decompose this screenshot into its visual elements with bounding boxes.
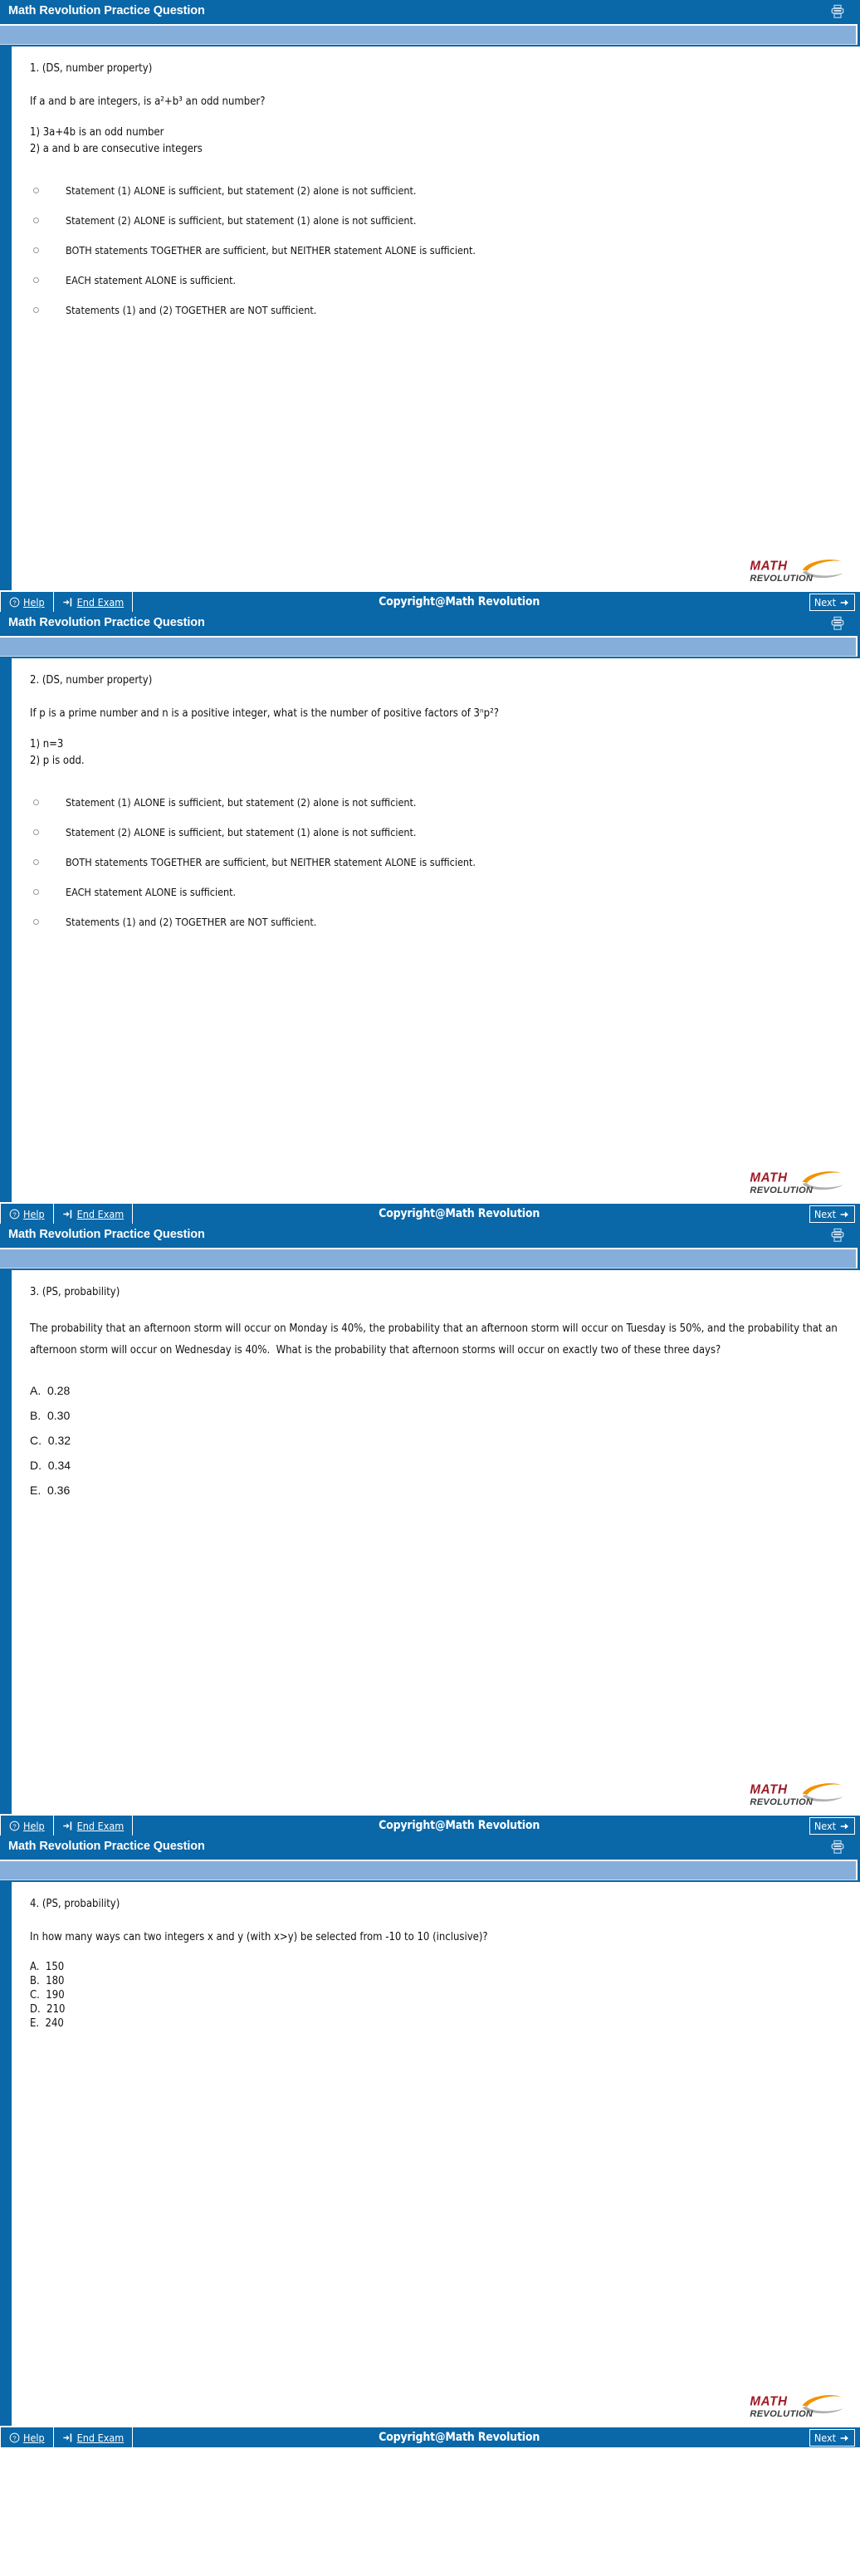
question-body xyxy=(12,1270,860,1814)
next-button[interactable] xyxy=(809,594,855,611)
end-exam-button[interactable] xyxy=(54,2427,134,2447)
sub-band xyxy=(0,1860,858,1880)
svg-text:?: ? xyxy=(12,598,17,606)
question-number: 3. (PS, probability) xyxy=(30,1286,120,1298)
answer-option-C[interactable] xyxy=(30,856,852,868)
left-accent-stripe xyxy=(0,658,12,1202)
answer-choice-A[interactable]: A. 150 xyxy=(30,1961,65,1974)
page-title: Math Revolution Practice Question xyxy=(8,4,205,18)
question-circle-icon xyxy=(9,597,20,608)
question-stem: In how many ways can two integers x and y (with x>y) be selected from -10 to 10 (inclusive)? xyxy=(30,1930,488,1943)
end-exam-button-label: End Exam xyxy=(76,595,125,609)
answer-option-label: Statement (2) ALONE is sufficient, but statement (1) alone is not sufficient. xyxy=(66,214,417,227)
exit-arrow-icon xyxy=(62,1821,74,1831)
answer-choice-C[interactable]: C. 190 xyxy=(30,1989,65,2002)
answer-choices xyxy=(30,1384,852,1497)
sub-band-wrapper xyxy=(0,634,860,658)
svg-text:MATH: MATH xyxy=(750,559,788,574)
svg-text:?: ? xyxy=(12,1821,17,1830)
help-button[interactable] xyxy=(0,1816,54,1835)
printer-icon[interactable] xyxy=(830,616,845,631)
question-circle-icon xyxy=(9,2432,20,2443)
answer-choices xyxy=(30,1961,852,2030)
radio-button-icon[interactable] xyxy=(33,919,39,925)
help-button-label: Help xyxy=(23,595,45,609)
answer-option-A[interactable] xyxy=(30,184,852,197)
question-content xyxy=(0,1882,860,2426)
radio-button-icon[interactable] xyxy=(33,247,39,253)
next-button-label: Next xyxy=(814,1820,836,1832)
next-button[interactable] xyxy=(809,1205,855,1223)
sub-band-wrapper xyxy=(0,22,860,46)
exam-slide xyxy=(0,612,860,1224)
left-accent-stripe xyxy=(0,46,12,590)
question-number: 2. (DS, number property) xyxy=(30,674,153,687)
question-statements xyxy=(30,125,852,156)
header-bar xyxy=(0,612,860,634)
arrow-right-icon xyxy=(839,1821,850,1831)
radio-button-icon[interactable] xyxy=(33,799,39,805)
printer-icon[interactable] xyxy=(830,1840,845,1855)
question-stem: The probability that an afternoon storm will occur on Monday is 40%, the probability that an afternoon storm will occur on Tuesday is 50%, and the probability that an afternoon storm will occur on Wednesday is 40%. What is the probability that afternoon storms will occur on exactly two of these three days? xyxy=(30,1322,841,1357)
answer-option-D[interactable] xyxy=(30,886,852,898)
question-content xyxy=(0,46,860,590)
answer-choice-A[interactable]: A. 0.28 xyxy=(30,1383,71,1397)
svg-text:?: ? xyxy=(12,2433,17,2442)
statement-2: 2) p is odd. xyxy=(30,754,85,767)
printer-icon[interactable] xyxy=(830,4,845,19)
copyright-text: Copyright@Math Revolution xyxy=(379,595,540,609)
svg-text:REVOLUTION: REVOLUTION xyxy=(750,1797,814,1807)
answer-choice-E[interactable]: E. 0.36 xyxy=(30,1483,71,1497)
sub-band xyxy=(0,1248,858,1268)
next-button-label: Next xyxy=(814,2432,836,2444)
question-stem: If p is a prime number and n is a positive integer, what is the number of positive factors of 3ⁿp²? xyxy=(30,706,499,720)
bottom-toolbar xyxy=(0,1202,860,1224)
question-content xyxy=(0,658,860,1202)
answer-options xyxy=(30,184,852,316)
radio-button-icon[interactable] xyxy=(33,307,39,313)
answer-option-label: BOTH statements TOGETHER are sufficient, but NEITHER statement ALONE is sufficient. xyxy=(66,244,476,257)
answer-option-E[interactable] xyxy=(30,916,852,928)
answer-option-label: Statement (1) ALONE is sufficient, but statement (2) alone is not sufficient. xyxy=(66,796,417,809)
bottom-toolbar xyxy=(0,2426,860,2447)
page-title: Math Revolution Practice Question xyxy=(8,616,205,630)
exam-slide xyxy=(0,1835,860,2447)
exam-slide xyxy=(0,0,860,612)
statement-2: 2) a and b are consecutive integers xyxy=(30,142,203,155)
answer-choice-B[interactable]: B. 0.30 xyxy=(30,1408,71,1422)
end-exam-button[interactable] xyxy=(54,1204,134,1224)
statement-1: 1) 3a+4b is an odd number xyxy=(30,126,164,139)
radio-button-icon[interactable] xyxy=(33,859,39,865)
question-number: 4. (PS, probability) xyxy=(30,1898,120,1910)
end-exam-button-label: End Exam xyxy=(76,2431,125,2444)
answer-option-label: Statement (1) ALONE is sufficient, but statement (2) alone is not sufficient. xyxy=(66,184,417,198)
sub-band-wrapper xyxy=(0,1858,860,1882)
radio-button-icon[interactable] xyxy=(33,218,39,223)
question-statements xyxy=(30,737,852,768)
help-button-label: Help xyxy=(23,1207,45,1220)
header-bar xyxy=(0,1835,860,1858)
math-revolution-logo xyxy=(749,1167,848,1195)
question-stem: If a and b are integers, is a²+b³ an odd number? xyxy=(30,95,266,108)
copyright-text: Copyright@Math Revolution xyxy=(379,1207,540,1220)
copyright-text: Copyright@Math Revolution xyxy=(379,2431,540,2444)
svg-text:REVOLUTION: REVOLUTION xyxy=(750,1185,814,1195)
question-body xyxy=(12,658,860,1202)
answer-option-B[interactable] xyxy=(30,214,852,227)
exit-arrow-icon xyxy=(62,597,74,608)
end-exam-button-label: End Exam xyxy=(76,1819,125,1832)
help-button[interactable] xyxy=(0,592,54,612)
bottom-toolbar xyxy=(0,1814,860,1835)
question-content xyxy=(0,1270,860,1814)
question-body xyxy=(12,1882,860,2426)
answer-options xyxy=(30,796,852,928)
radio-button-icon[interactable] xyxy=(33,277,39,283)
answer-option-label: EACH statement ALONE is sufficient. xyxy=(66,886,237,899)
exit-arrow-icon xyxy=(62,1209,74,1220)
answer-option-label: Statement (2) ALONE is sufficient, but statement (1) alone is not sufficient. xyxy=(66,826,417,839)
math-revolution-logo xyxy=(749,1779,848,1807)
page-title: Math Revolution Practice Question xyxy=(8,1228,205,1242)
sub-band-wrapper xyxy=(0,1246,860,1270)
svg-text:MATH: MATH xyxy=(750,1171,788,1185)
end-exam-button[interactable] xyxy=(54,1816,134,1835)
answer-option-D[interactable] xyxy=(30,274,852,286)
radio-button-icon[interactable] xyxy=(33,889,39,895)
answer-choice-D[interactable]: D. 0.34 xyxy=(30,1458,71,1472)
statement-1: 1) n=3 xyxy=(30,738,64,751)
left-accent-stripe xyxy=(0,1270,12,1814)
answer-option-label: BOTH statements TOGETHER are sufficient, but NEITHER statement ALONE is sufficient. xyxy=(66,856,476,869)
help-button[interactable] xyxy=(0,2427,54,2447)
help-button-label: Help xyxy=(23,1819,45,1832)
next-button-label: Next xyxy=(814,1208,836,1220)
header-bar xyxy=(0,0,860,22)
svg-text:?: ? xyxy=(12,1210,17,1218)
next-button-label: Next xyxy=(814,596,836,609)
help-button-label: Help xyxy=(23,2431,45,2444)
math-revolution-logo xyxy=(749,2391,848,2419)
header-bar xyxy=(0,1224,860,1246)
arrow-right-icon xyxy=(839,1210,850,1220)
answer-choice-C[interactable]: C. 0.32 xyxy=(30,1433,71,1447)
exit-arrow-icon xyxy=(62,2432,74,2443)
next-button[interactable] xyxy=(809,1817,855,1835)
sub-band xyxy=(0,24,858,45)
answer-option-label: Statements (1) and (2) TOGETHER are NOT sufficient. xyxy=(66,916,317,929)
sub-band xyxy=(0,636,858,657)
copyright-text: Copyright@Math Revolution xyxy=(379,1819,540,1832)
arrow-right-icon xyxy=(839,598,850,608)
answer-option-B[interactable] xyxy=(30,826,852,838)
bottom-toolbar xyxy=(0,590,860,612)
svg-text:MATH: MATH xyxy=(750,1782,788,1797)
svg-text:REVOLUTION: REVOLUTION xyxy=(750,574,814,584)
next-button[interactable] xyxy=(809,2429,855,2446)
radio-button-icon[interactable] xyxy=(33,829,39,835)
printer-icon[interactable] xyxy=(830,1228,845,1243)
answer-option-C[interactable] xyxy=(30,244,852,257)
answer-choice-B[interactable]: B. 180 xyxy=(30,1975,65,1988)
math-revolution-logo xyxy=(749,555,848,584)
radio-button-icon[interactable] xyxy=(33,188,39,193)
answer-option-E[interactable] xyxy=(30,304,852,316)
svg-text:MATH: MATH xyxy=(750,2394,788,2409)
end-exam-button-label: End Exam xyxy=(76,1207,125,1220)
help-button[interactable] xyxy=(0,1204,54,1224)
exam-slide xyxy=(0,1224,860,1835)
answer-option-label: EACH statement ALONE is sufficient. xyxy=(66,274,237,287)
answer-option-A[interactable] xyxy=(30,796,852,809)
question-circle-icon xyxy=(9,1209,20,1220)
answer-option-label: Statements (1) and (2) TOGETHER are NOT sufficient. xyxy=(66,304,317,317)
left-accent-stripe xyxy=(0,1882,12,2426)
question-number: 1. (DS, number property) xyxy=(30,62,153,75)
answer-choice-E[interactable]: E. 240 xyxy=(30,2017,64,2031)
page-title: Math Revolution Practice Question xyxy=(8,1840,205,1854)
question-body xyxy=(12,46,860,590)
question-circle-icon xyxy=(9,1821,20,1831)
arrow-right-icon xyxy=(839,2433,850,2443)
end-exam-button[interactable] xyxy=(54,592,134,612)
svg-text:REVOLUTION: REVOLUTION xyxy=(750,2409,814,2419)
answer-choice-D[interactable]: D. 210 xyxy=(30,2003,66,2016)
